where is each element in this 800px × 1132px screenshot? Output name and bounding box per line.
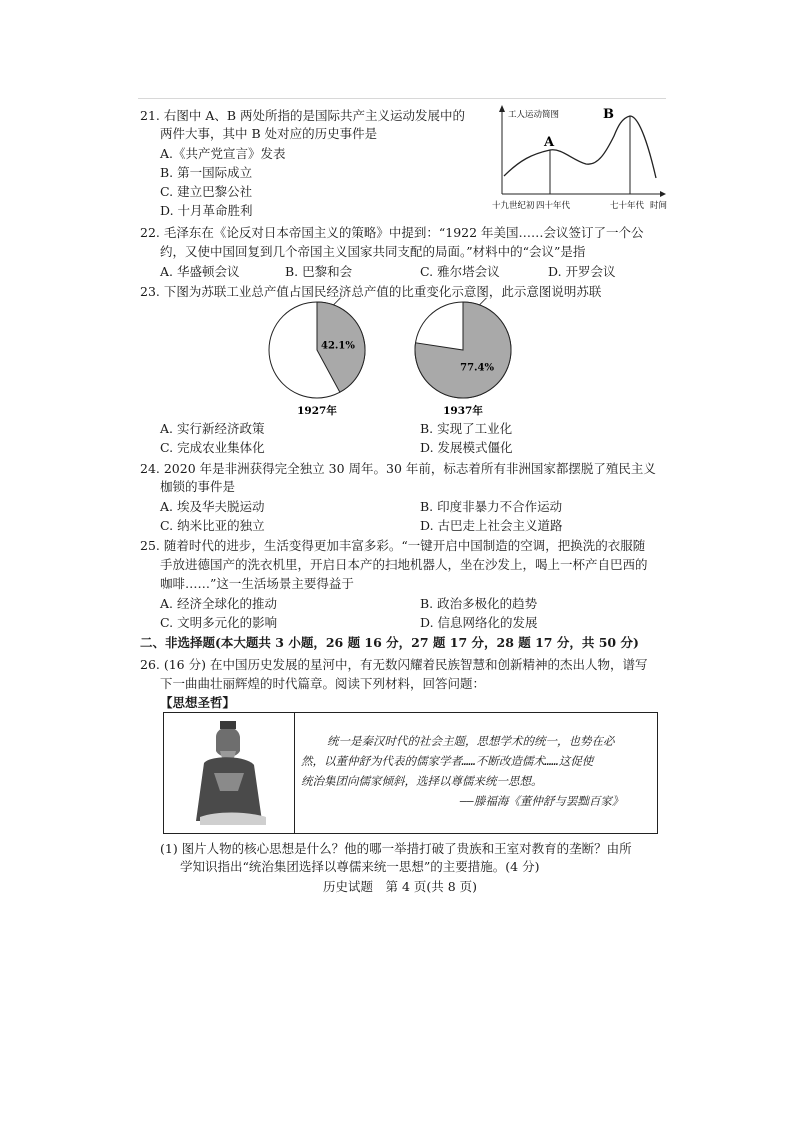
material-quote-line2: 然，以董仲舒为代表的儒家学者……不断改造儒术……这促使 (301, 754, 594, 768)
page-footer: 历史试题 第 4 页(共 8 页) (322, 879, 478, 894)
x-axis-label: 时间 (650, 201, 668, 211)
q25-stem-line1: 25. 随着时代的进步，生活变得更加丰富多彩。“一键开启中国制造的空调，把换洗的衣服随 (140, 538, 646, 553)
pie-leader-line (479, 298, 489, 305)
x-axis-arrow (660, 191, 666, 197)
q21-stem-line1: 21. 右图中 A、B 两处所指的是国际共产主义运动发展中的 (140, 108, 466, 123)
trend-line (504, 116, 656, 178)
q23-option-b: B. 实现了工业化 (420, 421, 513, 436)
q21-stem-line2: 两件大事，其中 B 处对应的历史事件是 (160, 126, 378, 141)
q24-option-b: B. 印度非暴力不合作运动 (420, 499, 563, 514)
q23-option-d: D. 发展模式僵化 (420, 440, 513, 455)
material-quote-line3: 统治集团向儒家倾斜，选择以尊儒来统一思想。 (301, 774, 543, 788)
q21-option-d: D. 十月革命胜利 (160, 203, 253, 218)
workers-movement-chart (490, 102, 670, 214)
pie-percent-label: 42.1% (321, 340, 355, 352)
pie-percent-label: 77.4% (460, 362, 495, 374)
q21-option-b: B. 第一国际成立 (160, 165, 253, 180)
q26-sub1-line2: 学知识指出“统治集团选择以尊儒来统一思想”的主要措施。(4 分) (180, 859, 540, 874)
q24-option-c: C. 纳米比亚的独立 (160, 518, 265, 533)
x-tick-label: 四十年代 (536, 201, 571, 211)
q24-option-a: A. 埃及华夫脱运动 (160, 499, 265, 514)
pie-title: 1937年 (443, 405, 483, 417)
x-tick-label: 十九世纪初 (492, 201, 535, 211)
pie-title: 1927年 (297, 405, 337, 417)
q26-stem-line1: 26. (16 分) 在中国历史发展的星河中，有无数闪耀着民族智慧和创新精神的杰出人物，谱写 (140, 657, 648, 672)
q22-stem-line2: 约，又使中国回复到几个帝国主义国家共同支配的局面。”材料中的“会议”是指 (160, 244, 586, 259)
annotation-a: A (544, 135, 555, 150)
material-box (163, 712, 658, 834)
q26-sub1-line1: (1) 图片人物的核心思想是什么？他的哪一举措打破了贵族和王室对教育的垄断？由所 (160, 841, 632, 856)
pie-1927 (269, 298, 393, 398)
q25-stem-line2: 手放进德国产的洗衣机里，开启日本产的扫地机器人，坐在沙发上，喝上一杯产自巴西的 (160, 557, 648, 572)
x-tick-label: 七十年代 (610, 201, 645, 211)
pie-1937 (415, 298, 539, 398)
q22-option-b: B. 巴黎和会 (285, 264, 353, 279)
top-divider (138, 98, 666, 99)
q22-option-c: C. 雅尔塔会议 (420, 264, 500, 279)
q22-option-a: A. 华盛顿会议 (160, 264, 240, 279)
q23-stem: 23. 下图为苏联工业总产值占国民经济总产值的比重变化示意图，此示意图说明苏联 (140, 284, 602, 299)
q25-option-d: D. 信息网络化的发展 (420, 615, 538, 630)
q25-stem-line3: 咖啡……”这一生活场景主要得益于 (160, 576, 354, 591)
annotation-b: B (603, 107, 614, 122)
dong-zhongshu-portrait (186, 717, 276, 829)
material-heading: 【思想圣哲】 (160, 695, 236, 710)
pie-leader-line (333, 298, 343, 305)
portrait-hat (220, 721, 236, 729)
material-quote-source: ——滕福海《董仲舒与罢黜百家》 (460, 794, 624, 808)
q23-option-a: A. 实行新经济政策 (160, 421, 265, 436)
q25-option-b: B. 政治多极化的趋势 (420, 596, 538, 611)
y-axis-label: 工人运动简图 (508, 110, 560, 120)
q21-option-c: C. 建立巴黎公社 (160, 184, 253, 199)
section-heading: 二、非选择题(本大题共 3 小题，26 题 16 分，27 题 17 分，28 题 17 分，共 50 分) (140, 635, 639, 650)
soviet-industry-pie-charts (255, 298, 555, 418)
q25-option-a: A. 经济全球化的推动 (160, 596, 277, 611)
material-box-divider (294, 713, 295, 833)
q24-stem-line2: 枷锁的事件是 (160, 479, 236, 494)
q26-stem-line2: 下一曲曲壮丽辉煌的时代篇章。阅读下列材料，回答问题： (160, 676, 486, 691)
q21-option-a: A.《共产党宣言》发表 (160, 146, 286, 161)
q25-option-c: C. 文明多元化的影响 (160, 615, 278, 630)
q24-stem-line1: 24. 2020 年是非洲获得完全独立 30 周年。30 年前，标志着所有非洲国家都摆脱了殖民主义 (140, 461, 656, 476)
y-axis-arrow (499, 105, 505, 112)
material-quote-line1: 统一是秦汉时代的社会主题，思想学术的统一，也势在必 (327, 734, 615, 748)
q24-option-d: D. 古巴走上社会主义道路 (420, 518, 563, 533)
q22-option-d: D. 开罗会议 (548, 264, 616, 279)
q23-option-c: C. 完成农业集体化 (160, 440, 265, 455)
q22-stem-line1: 22. 毛泽东在《论反对日本帝国主义的策略》中提到：“1922 年美国……会议签订了一个公 (140, 225, 644, 240)
